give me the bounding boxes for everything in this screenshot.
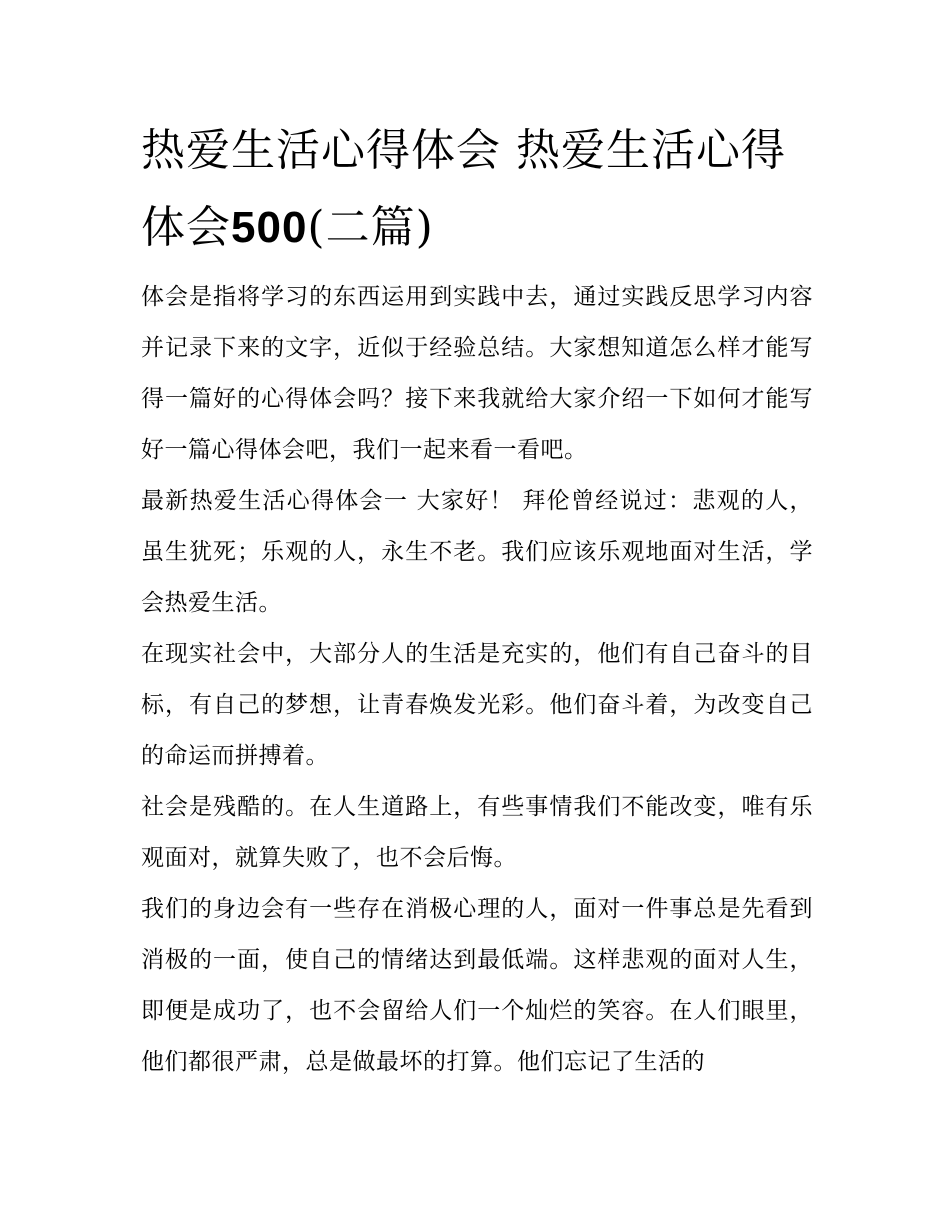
paragraph-negative: 我们的身边会有一些存在消极心理的人，面对一件事总是先看到消极的一面，使自己的情绪达到最低端。这样悲观的面对人生，即便是成功了，也不会留给人们一个灿烂的笑容。在人们眼里，他们都很严肃，总是做最坏的打算。他们忘记了生活的	[141, 896, 813, 1075]
paragraph-reality: 在现实社会中，大部分人的生活是充实的，他们有自己奋斗的目标，有自己的梦想，让青春焕发光彩。他们奋斗着，为改变自己的命运而拼搏着。	[141, 641, 813, 769]
paragraph-intro: 体会是指将学习的东西运用到实践中去，通过实践反思学习内容并记录下来的文字，近似于经验总结。大家想知道怎么样才能写得一篇好的心得体会吗？接下来我就给大家介绍一下如何才能写好一篇心得体会吧，我们一起来看一看吧。	[141, 284, 813, 463]
title-suffix: (二篇)	[307, 202, 434, 253]
document-content	[141, 112, 813, 1088]
paragraph-opening: 最新热爱生活心得体会一 大家好！ 拜伦曾经说过：悲观的人，虽生犹死；乐观的人，永生不老。我们应该乐观地面对生活，学会热爱生活。	[141, 488, 813, 616]
title-text: 热爱生活心得体会 热爱生活心得体会	[141, 125, 786, 253]
paragraph-society: 社会是残酷的。在人生道路上，有些事情我们不能改变，唯有乐观面对，就算失败了，也不会后悔。	[141, 794, 813, 871]
title-number: 500	[231, 203, 308, 252]
page-title	[141, 112, 813, 266]
